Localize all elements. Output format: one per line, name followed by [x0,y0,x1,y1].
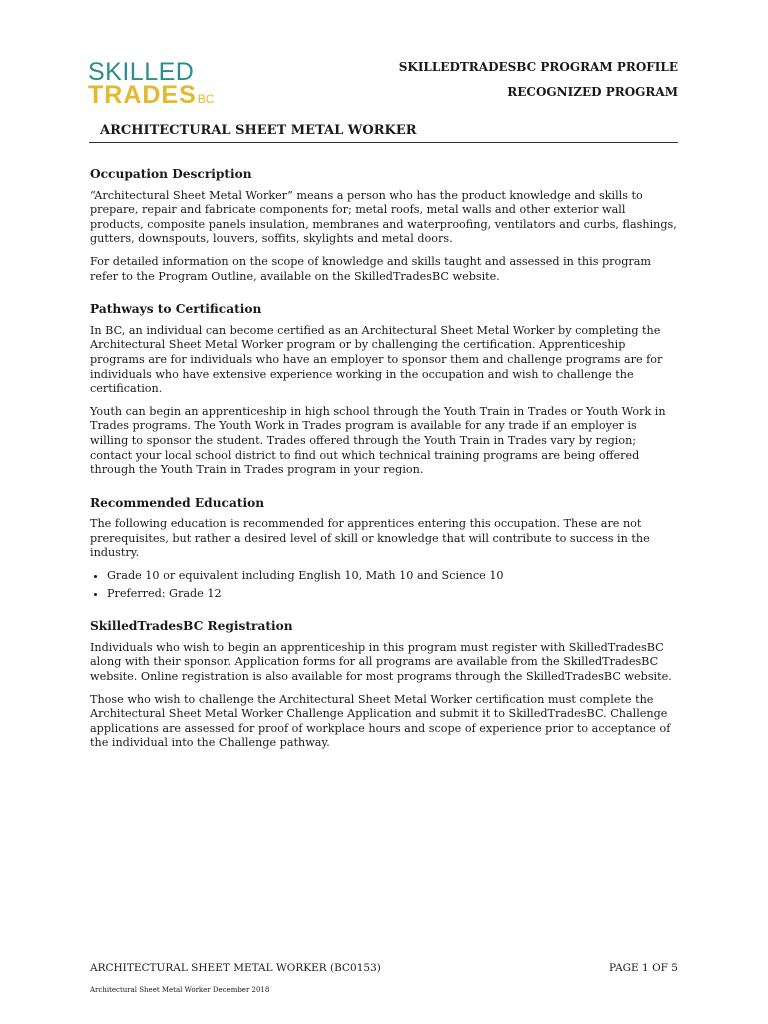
registration-paragraph-1: Individuals who wish to begin an apprenticeship in this program must register with SkilledTradesBC along with their sponsor. Application forms for all programs are available from the SkilledTradesBC website. Online registration is also available for most programs through the SkilledTradesBC website. [90,640,672,684]
page-title: ARCHITECTURAL SHEET METAL WORKER [100,123,417,138]
logo-suffix: BC [197,92,215,106]
pathways-paragraph-1: In BC, an individual can become certified as an Architectural Sheet Metal Worker by completing the Architectural Sheet Metal Worker program or by challenging the certification. Apprenticeship programs are for individuals who have an employer to sponsor them and challenge programs are for individuals who have extensive experience working in the occupation and wish to challenge the certification. [90,323,663,396]
logo-line2: TRADES [88,81,197,109]
section-education [90,496,678,602]
occupation-paragraph-1: “Architectural Sheet Metal Worker” means a person who has the product knowledge and skills to prepare, repair and fabricate components for; metal roofs, metal walls and other exterior wall products, composite panels insulation, membranes and waterproofing, ventilators and curbs, flashings, gutters, downspouts, louvers, soffits, skylights and metal doors. [90,188,677,246]
occupation-heading: Occupation Description [90,167,252,181]
education-heading: Recommended Education [90,495,265,510]
education-list-item: • Grade 10 or equivalent including English 10, Math 10 and Science 10 [107,569,678,584]
title-divider [89,142,678,143]
registration-heading: SkilledTradesBC Registration [90,619,293,634]
registration-paragraph-2: Those who wish to challenge the Architectural Sheet Metal Worker certification must complete the Architectural Sheet Metal Worker Challenge Application and submit it to SkilledTradesBC. Challenge applications are assessed for proof of workplace hours and scope of experience prior to acceptance of the individual into the Challenge pathway. [90,692,671,750]
section-pathways [90,302,678,478]
pathways-paragraph-2: Youth can begin an apprenticeship in high school through the Youth Train in Trades or Youth Work in Trades programs. The Youth Work in Trades program is available for any trade if an employer is willing to sponsor the student. Trades offered through the Youth Train in Trades vary by region; contact your local school district to find out which technical training programs are being offered through the Youth Train in Trades program in your region. [90,404,666,477]
footer-program-name: ARCHITECTURAL SHEET METAL WORKER (BC0153) [90,962,381,974]
footnote: Architectural Sheet Metal Worker December 2018 [90,986,270,994]
header-recognized-program: RECOGNIZED PROGRAM [507,85,678,99]
section-registration [90,619,678,751]
footer-page-number: PAGE 1 OF 5 [608,962,678,974]
occupation-paragraph-2: For detailed information on the scope of knowledge and skills taught and assessed in this program refer to the Program Outline, available on the SkilledTradesBC website. [90,254,652,283]
header-program-profile: SKILLEDTRADESBC PROGRAM PROFILE [398,60,678,74]
document-body [90,167,678,769]
section-occupation [90,167,678,284]
pathways-heading: Pathways to Certification [90,302,262,317]
logo-line1: SKILLED [88,58,195,86]
education-list-item: • Preferred: Grade 12 [107,587,678,602]
education-list [90,569,678,601]
document-header [399,55,678,105]
education-paragraph-1: The following education is recommended for apprentices entering this occupation. These are not prerequisites, but rather a desired level of skill or knowledge that will contribute to success in the industry. [90,517,650,560]
skilledtradesbc-logo [88,60,214,108]
page-footer [90,962,678,974]
